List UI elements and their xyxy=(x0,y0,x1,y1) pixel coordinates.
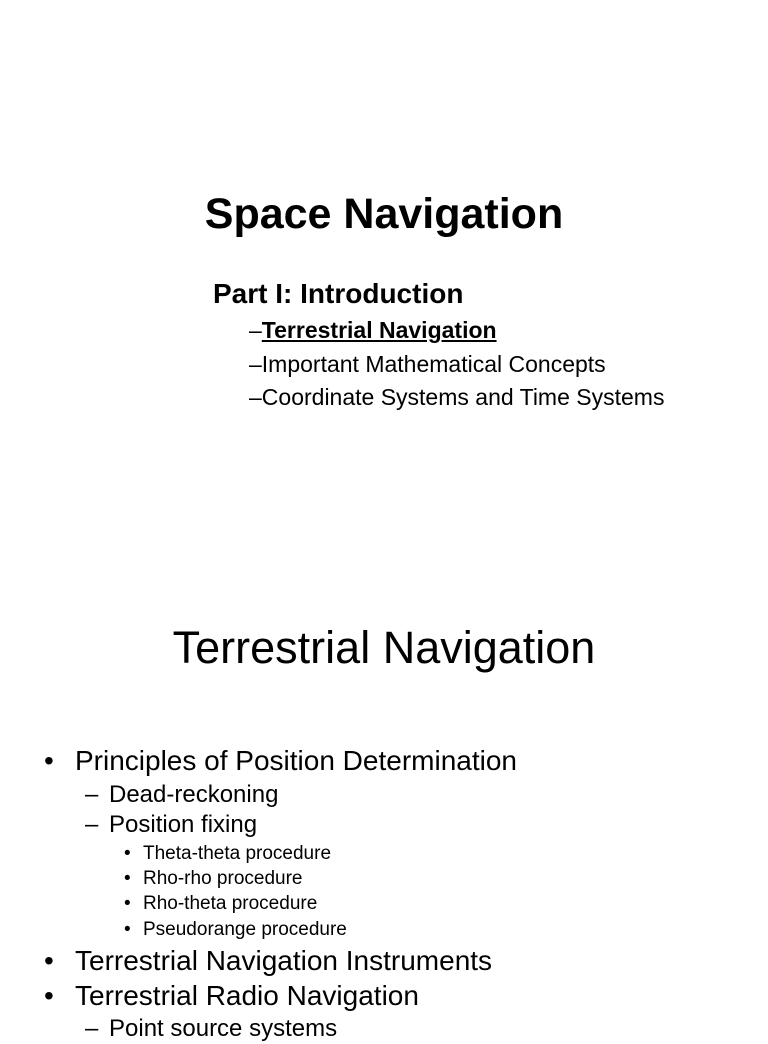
topic-label: Coordinate Systems and Time Systems xyxy=(261,384,665,410)
slide-terrestrial-navigation xyxy=(0,512,768,1042)
bullet-icon: • xyxy=(124,893,131,914)
dash-marker: – xyxy=(249,384,262,410)
outline-item xyxy=(44,979,419,1013)
outline-label: Point source systems xyxy=(109,1015,338,1042)
topic-list xyxy=(249,314,664,415)
slide-title: Space Navigation xyxy=(204,190,564,238)
slide-space-navigation xyxy=(0,0,768,512)
topic-label: Important Mathematical Concepts xyxy=(261,350,606,377)
dash-marker: – xyxy=(249,350,262,377)
topic-item-terrestrial-navigation xyxy=(249,314,664,348)
bullet-icon: • xyxy=(124,868,131,889)
outline-subsubitem xyxy=(124,866,302,891)
outline-label: Rho-rho procedure xyxy=(143,868,303,889)
dash-marker: – xyxy=(85,811,99,838)
topic-label: Terrestrial Navigation xyxy=(261,317,497,343)
bullet-icon: • xyxy=(124,919,131,940)
outline-subsubitem xyxy=(124,891,317,916)
outline-label: Terrestrial Radio Navigation xyxy=(75,980,419,1011)
outline-label: Principles of Position Determination xyxy=(75,745,517,776)
slide-subtitle: Part I: Introduction xyxy=(213,278,464,309)
slide-title: Terrestrial Navigation xyxy=(172,622,596,673)
outline-label: Rho-theta procedure xyxy=(143,893,318,914)
outline-label: Pseudorange procedure xyxy=(143,919,347,940)
outline-label: Dead-reckoning xyxy=(109,781,279,808)
outline-label: Terrestrial Navigation Instruments xyxy=(75,945,493,976)
outline-item xyxy=(44,744,517,778)
bullet-icon: • xyxy=(44,980,54,1011)
outline-subsubitem xyxy=(124,917,347,942)
dash-marker: – xyxy=(85,1015,99,1042)
dash-marker: – xyxy=(85,781,99,808)
topic-item-coordinate-time-systems xyxy=(249,381,664,415)
bullet-icon: • xyxy=(44,945,54,976)
outline-subitem xyxy=(85,1014,337,1044)
outline-label: Theta-theta procedure xyxy=(143,843,332,864)
topic-item-mathematical-concepts xyxy=(249,348,664,382)
outline-item xyxy=(44,944,492,978)
outline-subsubitem xyxy=(124,841,331,866)
outline-label: Position fixing xyxy=(109,811,258,838)
bullet-icon: • xyxy=(44,745,54,776)
outline-subitem xyxy=(85,780,278,810)
outline-subitem xyxy=(85,810,257,840)
bullet-icon: • xyxy=(124,843,131,864)
dash-marker: – xyxy=(249,317,262,343)
